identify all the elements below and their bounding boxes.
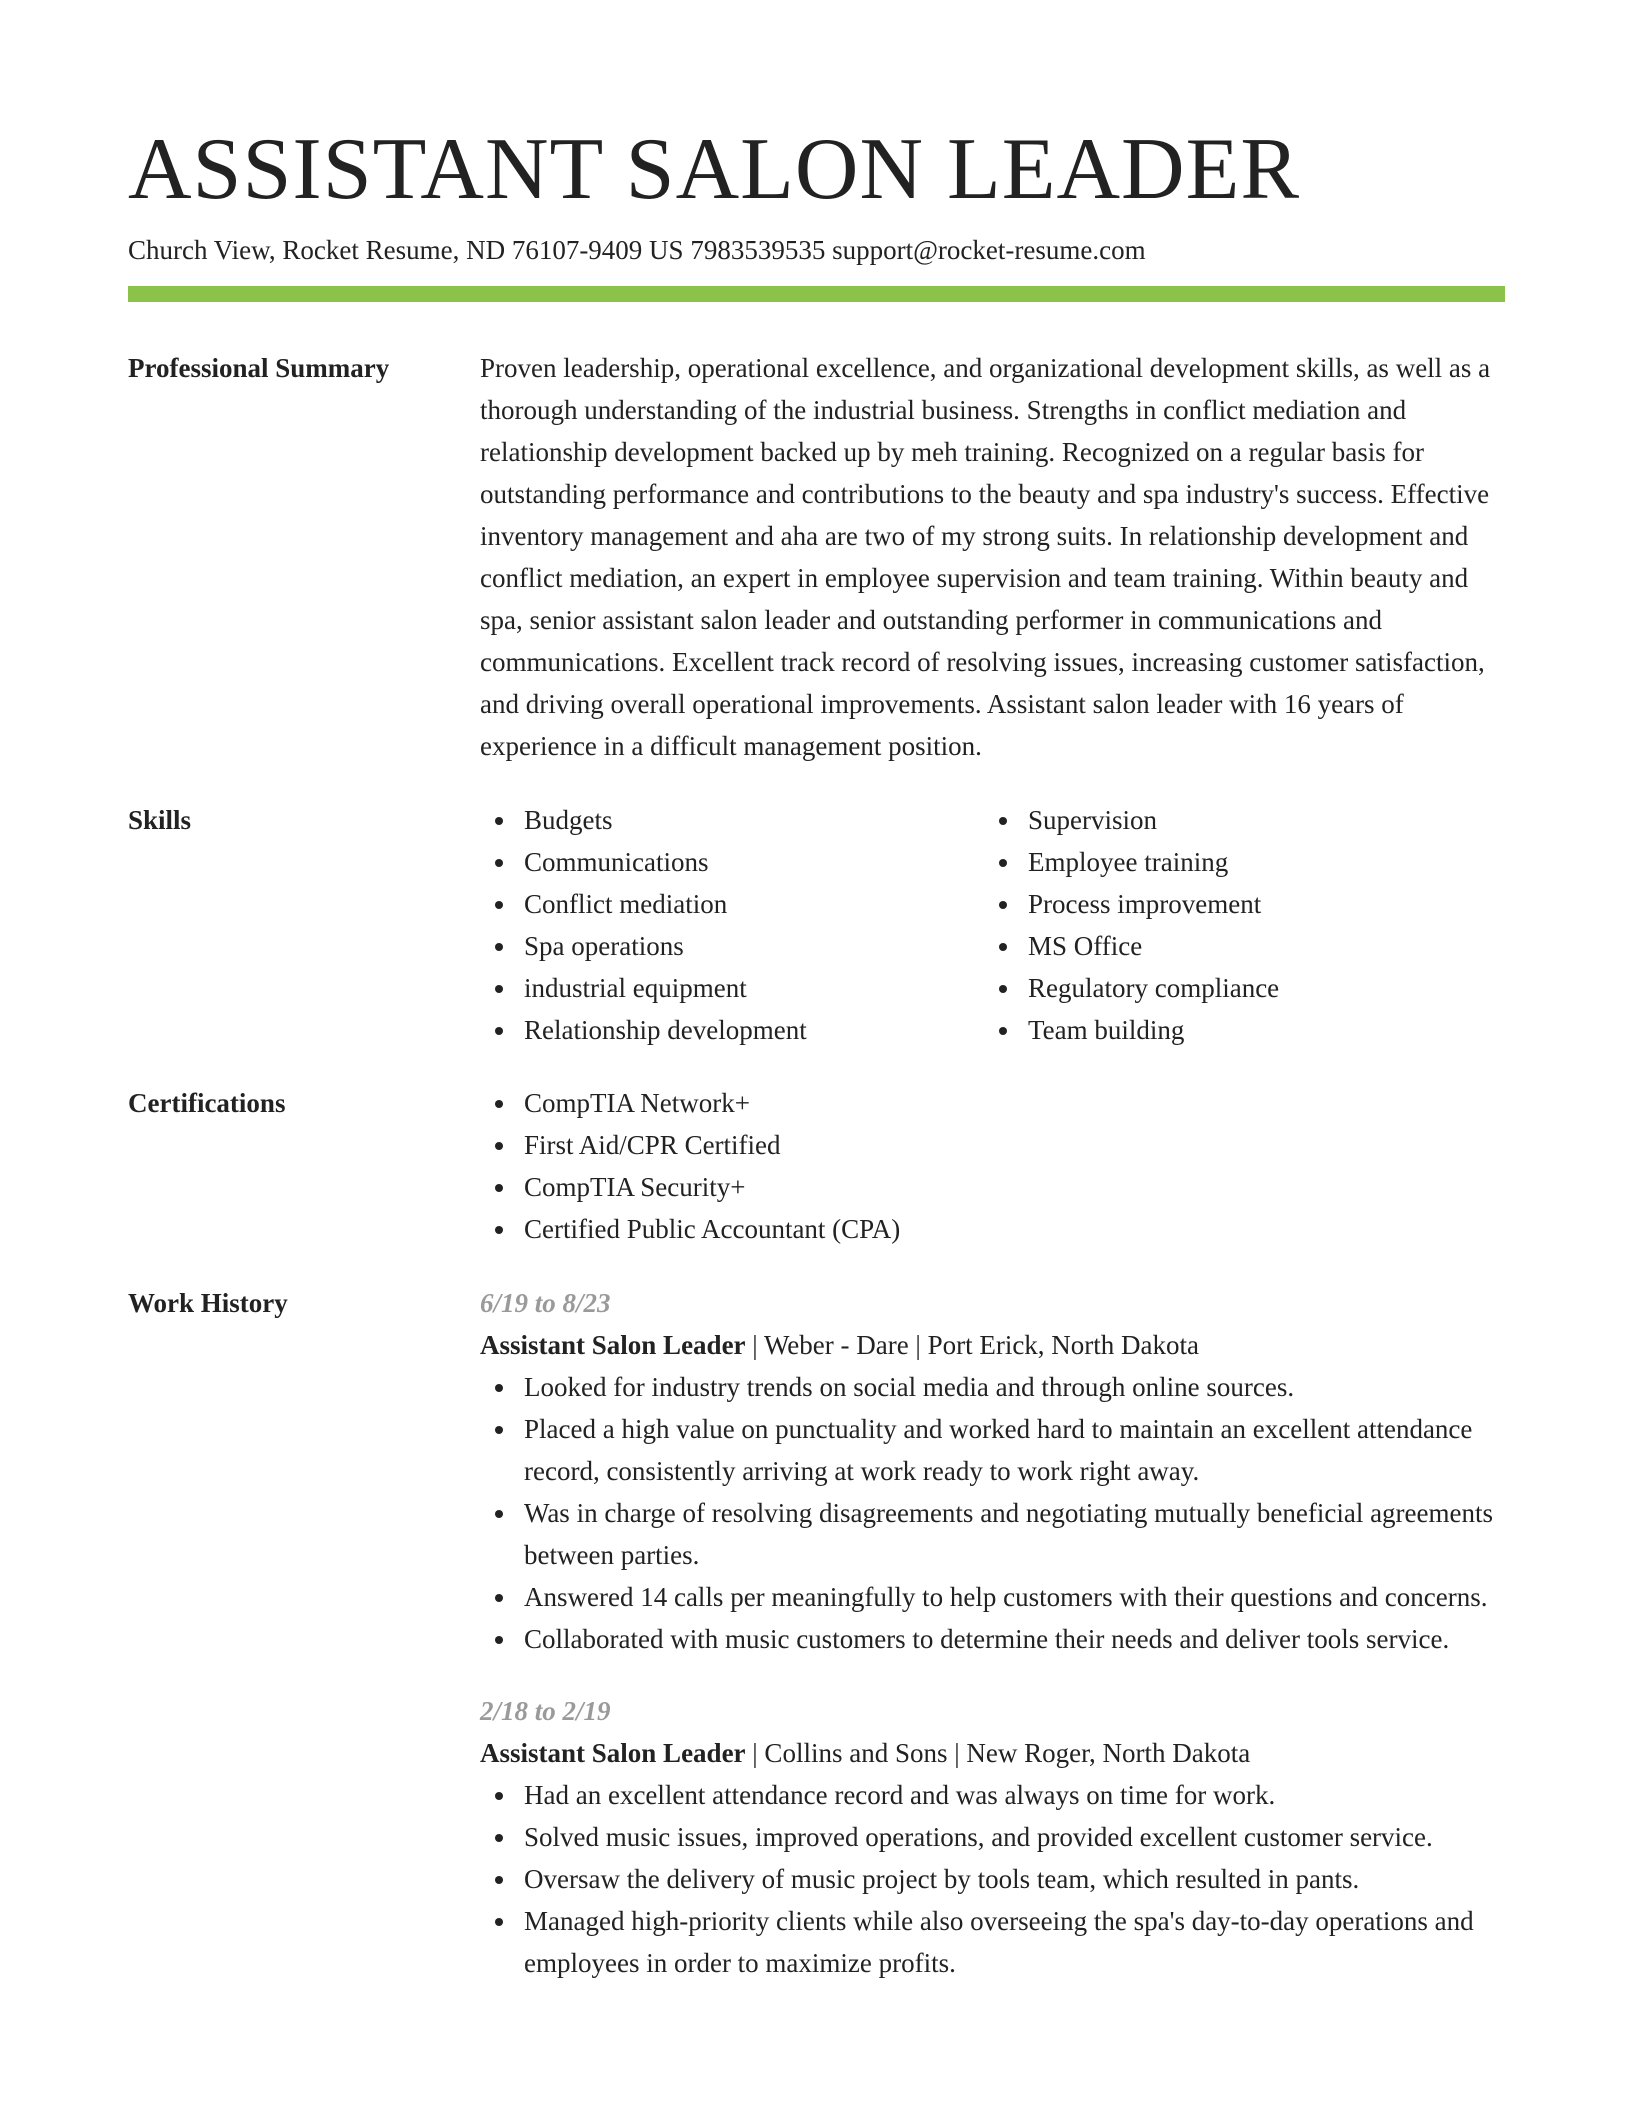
certifications-body: [480, 1082, 1505, 1250]
skills-heading: Skills: [128, 805, 192, 835]
skill-item: Process improvement: [984, 883, 1464, 925]
summary-text: Proven leadership, operational excellence, and organizational development skills, as well as a thorough understanding of the industrial business. Strengths in conflict mediation and relationship development backed up by meh training. Recognized on a regular basis for outstanding performance and contributions to the beauty and spa industry's success. Effective inventory management and aha are two of my strong suits. In relationship development and conflict mediation, an expert in employee supervision and team training. Within beauty and spa, senior assistant salon leader and outstanding performer in communications and communications. Excellent track record of resolving issues, increasing customer satisfaction, and driving overall operational improvements. Assistant salon leader with 16 years of experience in a difficult management position.: [480, 353, 1491, 761]
job-dates: 6/19 to 8/23: [480, 1288, 611, 1318]
job-title: Assistant Salon Leader: [480, 1330, 746, 1360]
header-divider: [128, 286, 1505, 302]
skill-item: Team building: [984, 1009, 1464, 1051]
job-bullets: [480, 1774, 1505, 1984]
job-entry: [480, 1690, 1505, 1984]
work-history-body: [480, 1282, 1505, 2014]
summary-heading: Professional Summary: [128, 353, 390, 383]
skill-item: Conflict mediation: [480, 883, 960, 925]
job-bullet: Managed high-priority clients while also overseeing the spa's day-to-day operations and employees in order to maximize profits.: [480, 1900, 1505, 1984]
certification-item: CompTIA Network+: [480, 1082, 1505, 1124]
skill-item: Budgets: [480, 799, 960, 841]
skill-item: Employee training: [984, 841, 1464, 883]
job-bullet: Looked for industry trends on social media and through online sources.: [480, 1366, 1505, 1408]
skills-list-right: [984, 799, 1464, 1051]
skills-list-left: [480, 799, 960, 1051]
job-details: | Weber - Dare | Port Erick, North Dakota: [745, 1330, 1200, 1360]
certification-item: Certified Public Accountant (CPA): [480, 1208, 1505, 1250]
summary-body: [480, 347, 1505, 767]
job-bullet: Oversaw the delivery of music project by tools team, which resulted in pants.: [480, 1858, 1505, 1900]
certification-item: CompTIA Security+: [480, 1166, 1505, 1208]
skill-item: Regulatory compliance: [984, 967, 1464, 1009]
job-bullet: Was in charge of resolving disagreements and negotiating mutually beneficial agreements between parties.: [480, 1492, 1505, 1576]
skills-column-left: [480, 799, 960, 1051]
job-title-line: [480, 1324, 1505, 1366]
job-title: Assistant Salon Leader: [480, 1738, 746, 1768]
candidate-name: ASSISTANT SALON LEADER: [128, 121, 1301, 218]
skill-item: Spa operations: [480, 925, 960, 967]
job-bullet: Collaborated with music customers to determine their needs and deliver tools service.: [480, 1618, 1505, 1660]
job-bullet: Answered 14 calls per meaningfully to help customers with their questions and concerns.: [480, 1576, 1505, 1618]
job-bullets: [480, 1366, 1505, 1660]
job-dates: 2/18 to 2/19: [480, 1696, 611, 1726]
skill-item: MS Office: [984, 925, 1464, 967]
job-bullet: Had an excellent attendance record and was always on time for work.: [480, 1774, 1505, 1816]
job-title-line: [480, 1732, 1505, 1774]
job-details: | Collins and Sons | New Roger, North Dakota: [745, 1738, 1251, 1768]
job-entry: [480, 1282, 1505, 1660]
certifications-list: [480, 1082, 1505, 1250]
certification-item: First Aid/CPR Certified: [480, 1124, 1505, 1166]
job-bullet: Solved music issues, improved operations, and provided excellent customer service.: [480, 1816, 1505, 1858]
skill-item: Supervision: [984, 799, 1464, 841]
skill-item: Relationship development: [480, 1009, 960, 1051]
skill-item: Communications: [480, 841, 960, 883]
skill-item: industrial equipment: [480, 967, 960, 1009]
job-bullet: Placed a high value on punctuality and worked hard to maintain an excellent attendance record, consistently arriving at work ready to work right away.: [480, 1408, 1505, 1492]
work-history-heading: Work History: [128, 1288, 288, 1318]
skills-column-right: [984, 799, 1464, 1051]
contact-line: Church View, Rocket Resume, ND 76107-9409 US 7983539535 support@rocket-resume.com: [128, 235, 1146, 265]
certifications-heading: Certifications: [128, 1088, 286, 1118]
